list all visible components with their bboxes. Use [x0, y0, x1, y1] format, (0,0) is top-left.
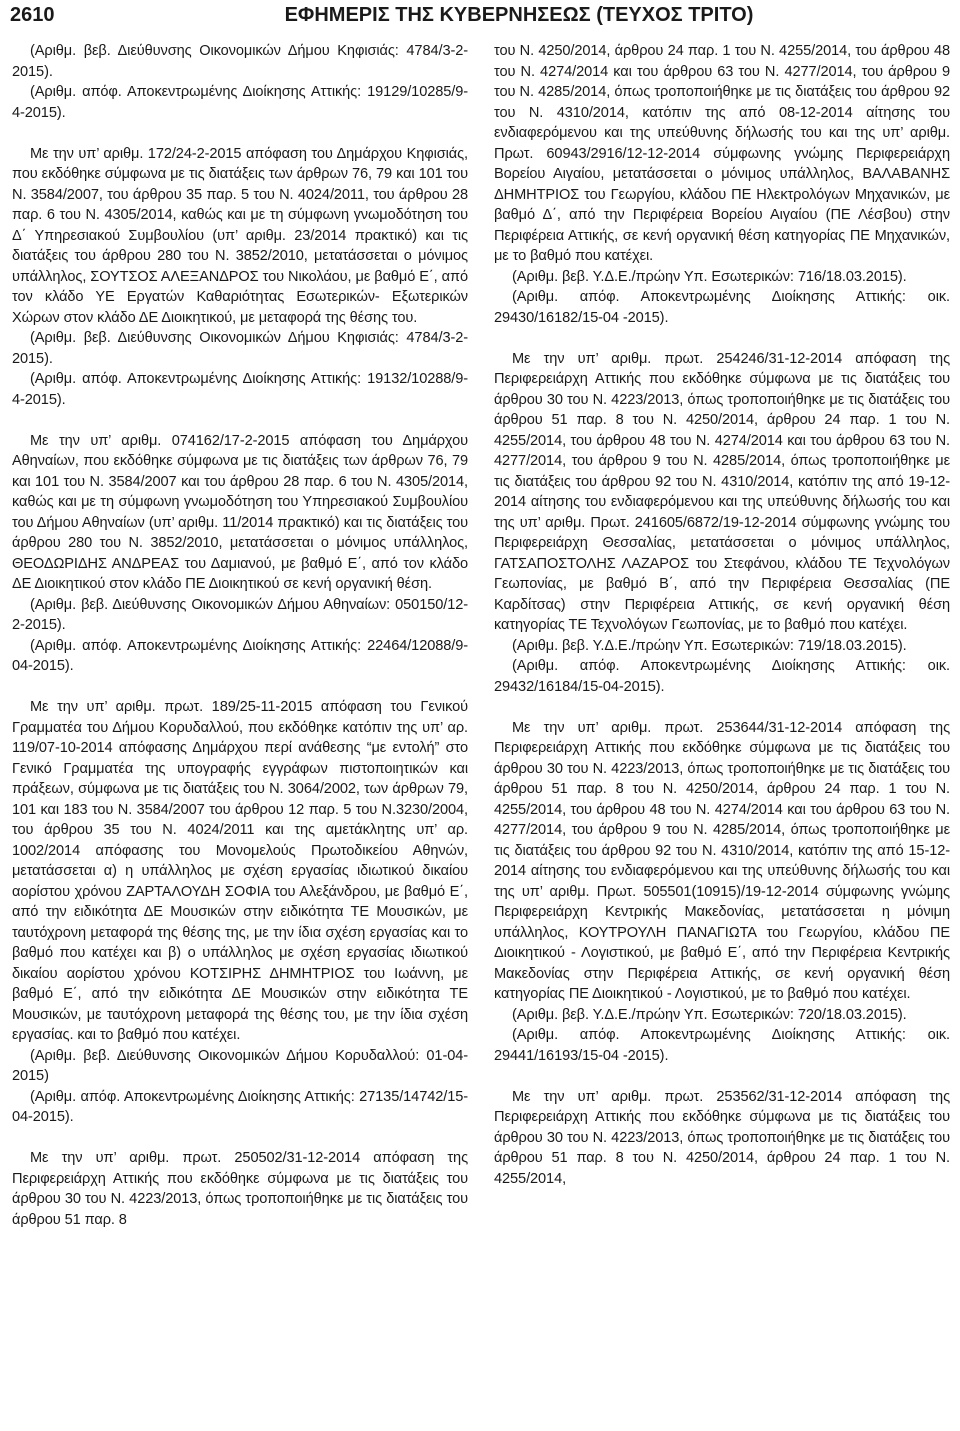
- paragraph: (Αριθμ. βεβ. Διεύθυνσης Οικονομικών Δήμου Κηφισιάς: 4784/3-2-2015).: [12, 43, 468, 80]
- paragraph: (Αριθμ. απόφ. Αποκεντρωμένης Διοίκησης Αττικής: 19129/10285/9-4-2015).: [12, 84, 468, 121]
- paragraph: Με την υπ’ αριθμ. πρωτ. 253562/31-12-2014 απόφαση της Περιφερειάρχη Αττικής που εκδόθηκε σύμφωνα με τις διατάξεις του άρθρου 30 του Ν. 4223/2013, όπως τροποποιήθηκε με τις διατάξεις του άρθρου 51 παρ. 8 του Ν. 4250/2014, άρθρου 24 παρ. 1 του Ν. 4255/2014,: [494, 1088, 950, 1187]
- paragraph: Με την υπ’ αριθμ. πρωτ. 250502/31-12-2014 απόφαση της Περιφερειάρχη Αττικής που εκδόθηκε σύμφωνα με τις διατάξεις του άρθρου 30 του Ν. 4223/2013, όπως τροποποιήθηκε με τις διατάξεις του άρθρου 51 παρ. 8: [12, 1150, 468, 1228]
- paragraph: (Αριθμ. απόφ. Αποκεντρωμένης Διοίκησης Αττικής: οικ. 29441/16193/15-04 -2015).: [494, 1027, 950, 1064]
- paragraph: (Αριθμ. βεβ. Διεύθυνσης Οικονομικών Δήμου Αθηναίων: 050150/12-2-2015).: [12, 596, 468, 633]
- paragraph: Με την υπ’ αριθμ. πρωτ. 253644/31-12-2014 απόφαση της Περιφερειάρχη Αττικής που εκδόθηκε σύμφωνα με τις διατάξεις του άρθρου 30 του Ν. 4223/2013, όπως τροποποιήθηκε με τις διατάξεις του άρθρου 51 παρ. 8 του Ν. 4250/2014, άρθρου 24 παρ. 1 του Ν. 4255/2014, του άρθρου 48 του Ν. 4274/2014 και του άρθρου 63 του Ν. 4277/2014, του άρθρου 9 του Ν. 4285/2014, όπως τροποποιήθηκε με τις διατάξεις του άρθρου 92 του Ν. 4310/2014, κατόπιν της από 15-12-2014 αίτησης του ενδιαφερόμενου και της υπεύθυνης δήλωσής του και της υπ’ αριθμ. Πρωτ. 505501(10915)/19-12-2014 σύμφωνης γνώμης Περιφερειάρχη Κεντρικής Μακεδονίας, μετατάσσεται η μόνιμη υπάλληλος, ΚΟΥΤΡΟΥΛΗ ΠΑΝΑΓΙΩΤΑ του Γεωργίου, κλάδου ΠΕ Διοικητικού - Λογιστικού, με βαθμό Ε΄, από την Περιφέρεια Κεντρικής Μακεδονίας στην Περιφέρεια Αττικής, σε κενή οργανική θέση κατηγορίας ΠΕ Διοικητικού - Λογιστικού, με το βαθμό που κατέχει.: [494, 719, 950, 1002]
- paragraph: (Αριθμ. βεβ. Υ.Δ.Ε./πρώην Υπ. Εσωτερικών: 720/18.03.2015).: [512, 1006, 907, 1023]
- paragraph: (Αριθμ. απόφ. Αποκεντρωμένης Διοίκησης Αττικής: οικ. 29430/16182/15-04 -2015).: [494, 289, 950, 326]
- paragraph: (Αριθμ. απόφ. Αποκεντρωμένης Διοίκησης Αττικής: οικ. 29432/16184/15-04-2015).: [494, 658, 950, 695]
- paragraph: (Αριθμ. απόφ. Αποκεντρωμένης Διοίκησης Αττικής: 22464/12088/9-04-2015).: [12, 637, 468, 674]
- paragraph: Με την υπ’ αριθμ. 074162/17-2-2015 απόφαση του Δημάρχου Αθηναίων, που εκδόθηκε σύμφωνα με τις διατάξεις των άρθρων 76, 79 και 101 του Ν. 3584/2007 και του άρθρου 28 παρ. 6 του Ν. 4305/2014, καθώς και με τη σύμφωνη γνωμοδότηση του Υπηρεσιακού Συμβουλίου του Δήμου Αθηναίων (υπ’ αριθμ. 11/2014 πρακτικό) και τις διατάξεις του άρθρου 280 του Ν. 3852/2010, μετατάσσεται ο μόνιμος υπάλληλος, ΘΕΟΔΩΡΙΔΗΣ ΑΝΔΡΕΑΣ του Δαμιανού, με βαθμό Ε΄, από τον κλάδο ΔΕ Διοικητικού στον κλάδο ΠΕ Διοικητικού σε κενή οργανική θέση.: [12, 432, 468, 592]
- right-column: [494, 41, 950, 1189]
- left-column: [12, 41, 468, 1230]
- paragraph: (Αριθμ. βεβ. Διεύθυνσης Οικονομικών Δήμου Κηφισιάς: 4784/3-2-2015).: [12, 330, 468, 367]
- paragraph: (Αριθμ. βεβ. Υ.Δ.Ε./πρώην Υπ. Εσωτερικών: 716/18.03.2015).: [512, 268, 907, 285]
- page-header: [10, 2, 948, 28]
- paragraph: Με την υπ’ αριθμ. πρωτ. 189/25-11-2015 απόφαση του Γενικού Γραμματέα του Δήμου Κορυδαλλού, που εκδόθηκε κατόπιν της υπ’ αρ. 119/07-10-2014 απόφασης Δημάρχου περί ανάθεσης “με εντολή” στο Γενικό Γραμματέα της υπογραφής εγγράφων πιστοποιητικών και πράξεων, σύμφωνα με τις διατάξεις του Ν. 3064/2002, των άρθρων 79, 101 και 183 του Ν. 3584/2007 του άρθρου 12 παρ. 5 του Ν.3230/2004, του άρθρου 35 του Ν. 4024/2011 και της αμετάκλητης υπ’ αρ. 1002/2014 απόφασης του Μονομελούς Πρωτοδικείου Αθηνών, μετατάσσεται α) η υπάλληλος με σχέση εργασίας ιδιωτικού δικαίου αορίστου χρόνου ΖΑΡΤΑΛΟΥΔΗ ΣΟΦΙΑ του Αλεξάνδρου, με βαθμό Ε΄, από την ειδικότητα ΔΕ Μουσικών στην ειδικότητα ΤΕ Μουσικών, με ταυτόχρονη μεταφορά της θέσης της, με την ίδια σχέση εργασίας και το βαθμό που κατέχει και β) ο υπάλληλος με σχέση εργασίας ιδιωτικού δικαίου αορίστου χρόνου ΚΟΤΣΙΡΗΣ ΔΗΜΗΤΡΙΟΣ του Ιωάννη, με βαθμό Ε΄, από την ειδικότητα ΔΕ Μουσικών στην ειδικότητα ΤΕ Μουσικών, με ταυτόχρονη μεταφορά της θέσης του, με την ίδια σχέση εργασίας. και το βαθμό που κατέχει.: [12, 699, 468, 1043]
- page-number: 2610: [10, 4, 55, 26]
- paragraph: (Αριθμ. βεβ. Υ.Δ.Ε./πρώην Υπ. Εσωτερικών: 719/18.03.2015).: [512, 637, 907, 654]
- paragraph: (Αριθμ. απόφ. Αποκεντρωμένης Διοίκησης Αττικής: 19132/10288/9-4-2015).: [12, 371, 468, 408]
- paragraph: (Αριθμ. βεβ. Διεύθυνσης Οικονομικών Δήμου Κορυδαλλού: 01-04-2015): [12, 1047, 468, 1084]
- paragraph: του Ν. 4250/2014, άρθρου 24 παρ. 1 του Ν. 4255/2014, του άρθρου 48 του Ν. 4274/2014 και του άρθρου 63 του Ν. 4277/2014, του άρθρου 9 του Ν. 4285/2014, όπως τροποποιήθηκε με τις διατάξεις του άρθρου 92 του Ν. 4310/2014, κατόπιν της από 08-12-2014 αίτησης του ενδιαφερόμενου και της υπεύθυνης δήλωσής του και της υπ’ αριθμ. Πρωτ. 60943/2916/12-12-2014 σύμφωνης γνώμης Περιφερειάρχη Βορείου Αιγαίου, μετατάσσεται ο μόνιμος υπάλληλος, ΒΑΛΑΒΑΝΗΣ ΔΗΜΗΤΡΙΟΣ του Γεωργίου, κλάδου ΠΕ Ηλεκτρολόγων Μηχανικών, με βαθμό Δ΄, από την Περιφέρεια Βορείου Αιγαίου (ΠΕ Λέσβου) στην Περιφέρεια Αττικής, σε κενή οργανική θέση κατηγορίας ΠΕ Μηχανικών, με το βαθμό που κατέχει.: [494, 43, 950, 264]
- paragraph: Με την υπ’ αριθμ. 172/24-2-2015 απόφαση του Δημάρχου Κηφισιάς, που εκδόθηκε σύμφωνα με τις διατάξεις των άρθρων 76, 79 και 101 του Ν. 3584/2007, του άρθρου 35 παρ. 5 του Ν. 4024/2011, του άρθρου 28 παρ. 6 του Ν. 4305/2014, καθώς και με τη σύμφωνη γνωμοδότηση του Δ΄ Υπηρεσιακού Συμβουλίου (υπ’ αριθμ. 23/2014 πρακτικό) και τις διατάξεις του άρθρου 280 του Ν. 3852/2010, μετατάσσεται ο μόνιμος υπάλληλος, ΣΟΥΤΣΟΣ ΑΛΕΞΑΝΔΡΟΣ του Νικολάου, με βαθμό Ε΄, από τον κλάδο ΥΕ Εργατών Καθαριότητας Εσωτερικών- Εξωτερικών Χώρων στον κλάδο ΔΕ Διοικητικού, με μεταφορά της θέσης του.: [12, 145, 468, 326]
- paragraph: (Αριθμ. απόφ. Αποκεντρωμένης Διοίκησης Αττικής: 27135/14742/15-04-2015).: [12, 1088, 468, 1125]
- journal-title: ΕΦΗΜΕΡΙΣ ΤΗΣ ΚΥΒΕΡΝΗΣΕΩΣ (ΤΕΥΧΟΣ ΤΡΙΤΟ): [284, 4, 754, 26]
- paragraph: Με την υπ’ αριθμ. πρωτ. 254246/31-12-2014 απόφαση της Περιφερειάρχη Αττικής που εκδόθηκε σύμφωνα με τις διατάξεις του άρθρου 30 του Ν. 4223/2013, όπως τροποποιήθηκε με τις διατάξεις του άρθρου 51 παρ. 8 του Ν. 4250/2014, άρθρου 24 παρ. 1 του Ν. 4255/2014, του άρθρου 48 του Ν. 4274/2014 και του άρθρου 63 του Ν. 4277/2014, του άρθρου 9 του Ν. 4285/2014, όπως τροποποιήθηκε με τις διατάξεις του άρθρου 92 του Ν. 4310/2014, κατόπιν της από 19-12-2014 αίτησης του ενδιαφερόμενου και της υπεύθυνης δήλωσής του και της υπ’ αριθμ. Πρωτ. 241605/6872/19-12-2014 σύμφωνης γνώμης του Περιφερειάρχη Θεσσαλίας, μετατάσσεται ο μόνιμος υπάλληλος, ΓΑΤΣΑΠΟΣΤΟΛΗΣ ΛΑΖΑΡΟΣ του Στεφάνου, κλάδου ΤΕ Τεχνολόγων Γεωπονίας, με βαθμό Β΄, από την Περιφέρεια Θεσσαλίας (ΠΕ Καρδίτσας) στην Περιφέρεια Αττικής, σε κενή οργανική θέση κατηγορίας ΤΕ Τεχνολόγων Γεωπονίας, με το βαθμό που κατέχει.: [494, 350, 950, 633]
